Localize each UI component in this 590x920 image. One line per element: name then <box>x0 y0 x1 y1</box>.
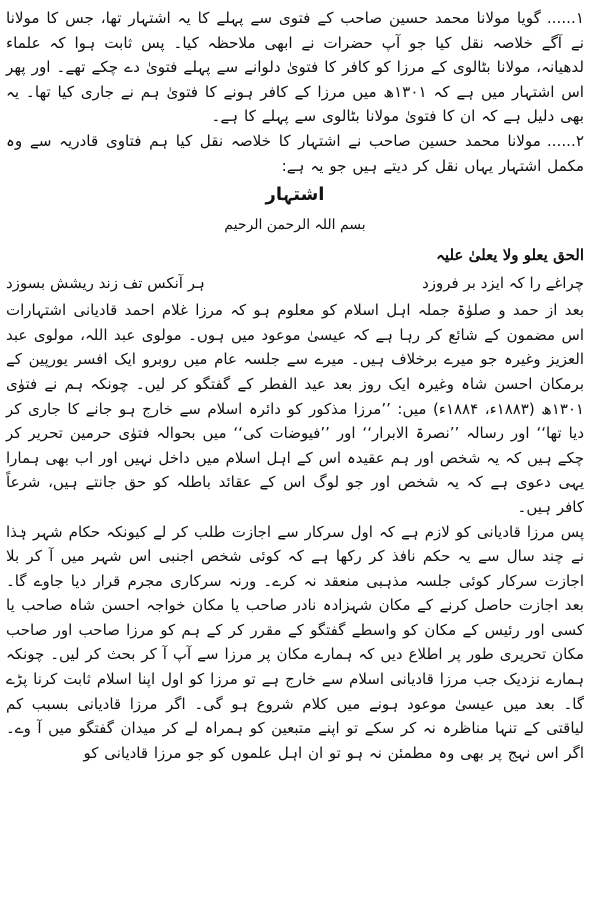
footnote-1 <box>6 6 584 129</box>
verse-second-half: ہر آنکس تف زند ریشش بسوزد <box>6 274 205 293</box>
arabic-motto: الحق یعلو ولا یعلیٰ علیہ <box>436 246 584 265</box>
persian-verse <box>6 270 584 296</box>
body-paragraph: بعد از حمد و صلوٰۃ جملہ اہل اسلام کو معلوم ہو کہ مرزا غلام احمد قادیانی اشتہارات اس مضمون کے شائع کر رہا ہے کہ عیسیٰ موعود میں ہوں۔ مولوی عبد اللہ، مولوی عبد العزیز وغیرہ جو میرے برخلاف ہیں۔ میرے سے جلسہ عام میں روبرو ایک افسر یورپین کے برمکان احسن شاہ وغیرہ ایک روز بعد عید الفطر کے گفتگو کر لیں۔ چونکہ ہم نے فتوٰی ۱۳۰۱ھ (۱۸۸۳ء، ۱۸۸۴ء) میں: ’’مرزا مذکور کو دائرہ اسلام سے خارج ہو جانے کا جاری کر دیا تھا‘‘ اور رسالہ ’’نصرۃ الابرار‘‘ اور ’’فیوضات کی‘‘ میں بحوالہ فتوٰی حرمین تحریر کر چکے ہیں کہ یہ شخص اور ہم عقیدہ اس کے اہل اسلام میں داخل نہیں اور اب بھی ہمارا یہی دعوی ہے کہ یہ شخص اور جو لوگ اس کے عقائد باطلہ کو حق جانتے ہیں، شرعاً کافر ہیں۔ <box>6 301 584 516</box>
footnote-2 <box>6 129 584 178</box>
footnote-number: ۱...... <box>546 9 584 27</box>
verse-first-half: چراغے را کہ ایزد بر فروزد <box>422 274 584 293</box>
document-page <box>6 6 584 916</box>
footnote-text: گویا مولانا محمد حسین صاحب کے فتوی سے پہلے کا یہ اشتہار تھا، جس کا مولانا نے آگے خلاصہ نقل کیا جو آپ حضرات نے ابھی ملاحظہ کیا۔ پس ثابت ہوا کہ علماء لدھیانہ، مولانا بٹالوی کے مرزا کو کافر کا فتویٰ دلوانے سے پہلے فتویٰ دے چکے تھے۔ اور پھر اس اشتہار میں ہے کہ ۱۳۰۱ھ میں مرزا کے کافر ہونے کا فتویٰ ہم نے جاری کیا تھا۔ یہ بھی دلیل ہے کہ ان کا فتویٰ مولانا بٹالوی سے پہلے کا ہے۔ <box>6 9 584 126</box>
footnote-text: مولانا محمد حسین صاحب نے اشتہار کا خلاصہ نقل کیا ہم فتاوی قادریہ سے وہ مکمل اشتہار یہاں نقل کر دیتے ہیں جو یہ ہے: <box>6 131 584 175</box>
footnote-number: ۲...... <box>546 131 584 150</box>
basmala-calligraphy: بسم اللہ الرحمن الرحیم <box>224 217 366 234</box>
body-paragraph: پس مرزا قادیانی کو لازم ہے کہ اول سرکار سے اجازت طلب کر لے کیونکہ حکام شہر ہٰذا نے چند سال سے یہ حکم نافذ کر رکھا ہے کہ کوئی شخص اجنبی اس شہر میں آ کر بلا اجازت سرکار کوئی جلسہ مذہبی منعقد نہ کرے۔ ورنہ سرکاری مجرم قرار دیا جاوے گا۔ بعد اجازت حاصل کرنے کے مکان شہزادہ نادر صاحب یا مکان خواجہ احسن شاہ صاحب یا کسی اور رئیس کے مکان کو واسطے گفتگو کے مقرر کر کے ہم کو مرزا صاحب اور صاحب مکان تحریری طور پر اطلاع دیں کہ ہمارے مکان پر مرزا سے آپ آ کر بحث کر لیں۔ چونکہ ہمارے نزدیک جب مرزا قادیانی اسلام سے خارج ہے تو مرزا کو اول اپنا اسلام ثابت کرنا پڑے گا۔ بعد میں عیسیٰ موعود ہونے میں کلام شروع ہو گی۔ اگر مرزا قادیانی بسبب کم لیاقتی کے تنہا مناظرہ نہ کر سکے تو اپنے متبعین کو ہمراہ لے کر میدان گفتگو میں آ وے۔ اگر اس نہج پر بھی وہ مطمئن نہ ہو تو ان اہل علموں کو جو مرزا قادیانی کو <box>6 522 584 762</box>
announcement-heading: اشتہار <box>265 184 325 206</box>
